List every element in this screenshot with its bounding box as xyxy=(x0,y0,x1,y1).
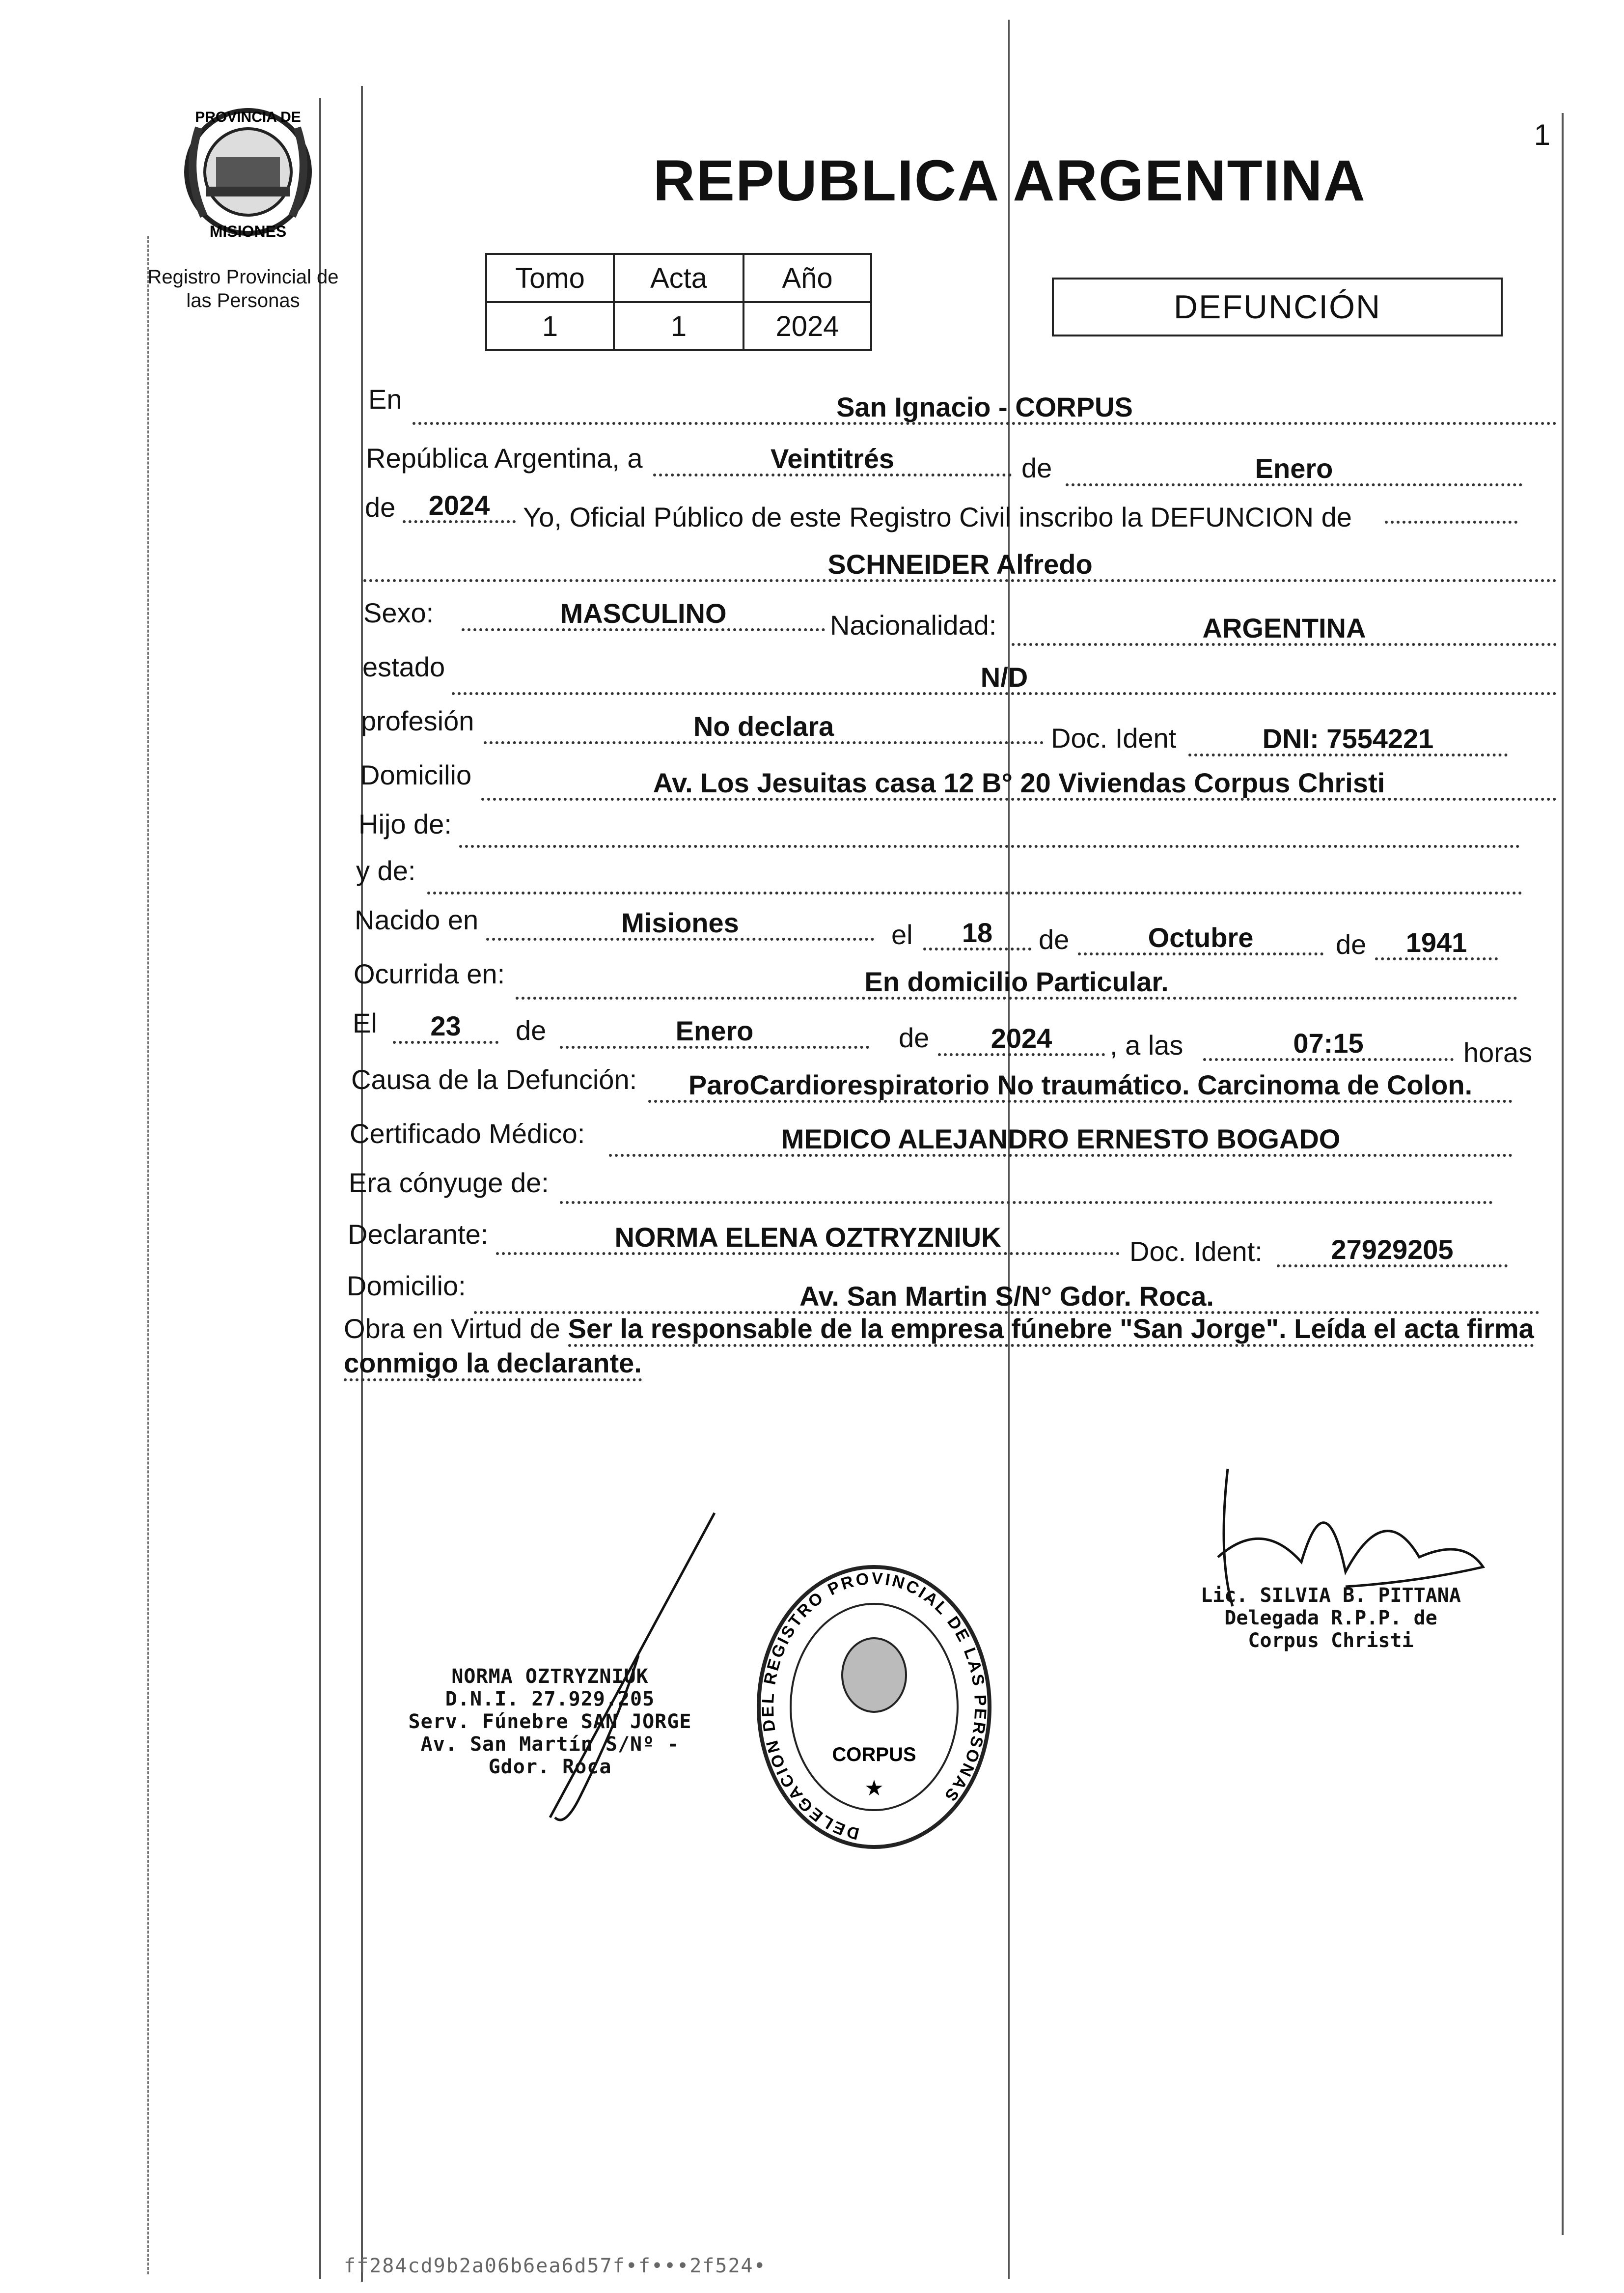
el-label: el xyxy=(891,919,913,950)
lugar-field: San Ignacio - CORPUS xyxy=(413,393,1557,425)
anio-field: 2024 xyxy=(403,491,516,523)
nac-dia-field: 18 xyxy=(923,919,1031,951)
nombre-field: SCHNEIDER Alfredo xyxy=(363,550,1557,582)
conyuge-field xyxy=(560,1174,1493,1204)
domicilio-label: Domicilio xyxy=(360,759,472,790)
seal-ring-text: DELEGACION DEL REGISTRO PROVINCIAL DE LAS PERSONAS xyxy=(758,1569,990,1844)
ocurrida-label: Ocurrida en: xyxy=(354,958,505,989)
sexo-field: MASCULINO xyxy=(462,599,825,631)
de-label-4: de xyxy=(516,1015,547,1046)
ocurrida-field: En domicilio Particular. xyxy=(516,968,1517,1000)
declarant-stamp-line-1: NORMA OZTRYZNIUK xyxy=(451,1665,649,1688)
def-anio-field: 2024 xyxy=(938,1024,1105,1056)
seal-star-icon: ★ xyxy=(864,1776,884,1800)
official-stamp-line-1: Lic. SILVIA B. PITTANA xyxy=(1201,1584,1461,1607)
decl-domicilio-field: Av. San Martin S/N° Gdor. Roca. xyxy=(474,1282,1540,1314)
official-stamp xyxy=(1159,1584,1503,1652)
a-las-label: , a las xyxy=(1110,1030,1184,1061)
de-label-2: de xyxy=(1039,924,1070,955)
profesion-label: profesión xyxy=(361,705,474,736)
decl-doc-label: Doc. Ident: xyxy=(1129,1236,1263,1267)
obra-text: Ser la responsable de la empresa fúnebre "San Jorge". Leída el acta firma conmigo la declarante. xyxy=(344,1313,1534,1381)
nac-mes-field: Octubre xyxy=(1078,923,1323,955)
el-label-2: El xyxy=(353,1007,377,1038)
declarante-field: NORMA ELENA OZTRYZNIUK xyxy=(496,1223,1120,1255)
republica-label: República Argentina, a xyxy=(366,443,643,474)
causa-label: Causa de la Defunción: xyxy=(351,1064,637,1095)
hijo-label: Hijo de: xyxy=(358,809,452,839)
registry-line-1: Registro Provincial de xyxy=(147,266,339,288)
seal-center-text: CORPUS xyxy=(832,1744,916,1765)
tomo-value: 1 xyxy=(486,302,614,350)
page-number: 1 xyxy=(1534,118,1550,151)
emblem-top-text: PROVINCIA DE xyxy=(195,109,301,125)
inscribo-text: Yo, Oficial Público de este Registro Civil inscribo la DEFUNCION de xyxy=(523,502,1352,532)
declarant-stamp-line-2: D.N.I. 27.929.205 xyxy=(445,1688,655,1710)
estado-field: N/D xyxy=(452,663,1557,695)
nacido-label: Nacido en xyxy=(355,904,479,935)
de-label-5: de xyxy=(899,1022,930,1053)
dia-texto-field: Veintitrés xyxy=(653,445,1012,476)
official-stamp-line-2: Delegada R.P.P. de xyxy=(1224,1607,1437,1629)
sexo-label: Sexo: xyxy=(363,597,434,628)
hijo-field xyxy=(459,818,1520,848)
document-type-box: DEFUNCIÓN xyxy=(1052,278,1503,336)
domicilio-field: Av. Los Jesuitas casa 12 B° 20 Viviendas Corpus Christi xyxy=(481,769,1557,801)
declarante-label: Declarante: xyxy=(348,1219,489,1250)
conyuge-label: Era cónyuge de: xyxy=(349,1167,549,1198)
decl-domicilio-label: Domicilio: xyxy=(347,1270,466,1301)
decl-doc-field: 27929205 xyxy=(1277,1235,1508,1267)
def-dia-field: 23 xyxy=(393,1012,498,1044)
record-table xyxy=(485,253,872,351)
horas-label: horas xyxy=(1463,1037,1533,1068)
registry-label xyxy=(145,265,341,312)
official-seal xyxy=(751,1565,997,1864)
inscribo-blank xyxy=(1385,521,1517,524)
document-hash: ff284cd9b2a06b6ea6d57f•f•••2f524• xyxy=(344,2255,767,2277)
registry-line-2: las Personas xyxy=(186,290,300,311)
acta-header: Acta xyxy=(614,254,743,302)
def-mes-field: Enero xyxy=(560,1017,869,1049)
official-stamp-line-3: Corpus Christi xyxy=(1248,1629,1414,1652)
nacido-en-field: Misiones xyxy=(486,909,874,941)
anio-header: Año xyxy=(743,254,871,302)
emblem-bottom-text: MISIONES xyxy=(209,223,287,240)
doc-ident-field: DNI: 7554221 xyxy=(1188,725,1508,756)
de-label: de xyxy=(1021,452,1052,483)
page-title: REPUBLICA ARGENTINA xyxy=(653,148,1366,213)
declarant-stamp-line-3: Serv. Fúnebre SAN JORGE xyxy=(408,1710,692,1733)
left-margin-line-2 xyxy=(319,98,321,2279)
def-hora-field: 07:15 xyxy=(1203,1029,1454,1061)
profesion-field: No declara xyxy=(484,712,1044,744)
anio-label: de xyxy=(365,492,396,523)
obra-label: Obra en Virtud de xyxy=(344,1313,561,1344)
right-margin-line xyxy=(1562,113,1564,2235)
declarant-stamp xyxy=(403,1665,697,1778)
doc-ident-label: Doc. Ident xyxy=(1051,723,1177,754)
estado-label: estado xyxy=(362,651,445,682)
causa-field: ParoCardiorespiratorio No traumático. Carcinoma de Colon. xyxy=(648,1071,1513,1103)
nacionalidad-label: Nacionalidad: xyxy=(830,610,997,641)
left-dashed-line xyxy=(147,236,149,2274)
y-de-field xyxy=(427,865,1522,895)
declarant-stamp-line-4: Av. San Martín S/Nº - Gdor. Roca xyxy=(420,1733,680,1778)
y-de-label: y de: xyxy=(356,855,416,886)
acta-value: 1 xyxy=(614,302,743,350)
certificado-field: MEDICO ALEJANDRO ERNESTO BOGADO xyxy=(609,1125,1513,1157)
mes-texto-field: Enero xyxy=(1066,454,1522,486)
nacionalidad-field: ARGENTINA xyxy=(1012,614,1557,646)
en-label: En xyxy=(368,384,402,415)
anio-value: 2024 xyxy=(743,302,871,350)
obra-en-virtud xyxy=(344,1312,1542,1380)
certificado-label: Certificado Médico: xyxy=(350,1118,585,1149)
nac-anio-field: 1941 xyxy=(1375,928,1498,960)
de-label-3: de xyxy=(1336,929,1367,960)
province-emblem xyxy=(169,93,327,251)
tomo-header: Tomo xyxy=(486,254,614,302)
